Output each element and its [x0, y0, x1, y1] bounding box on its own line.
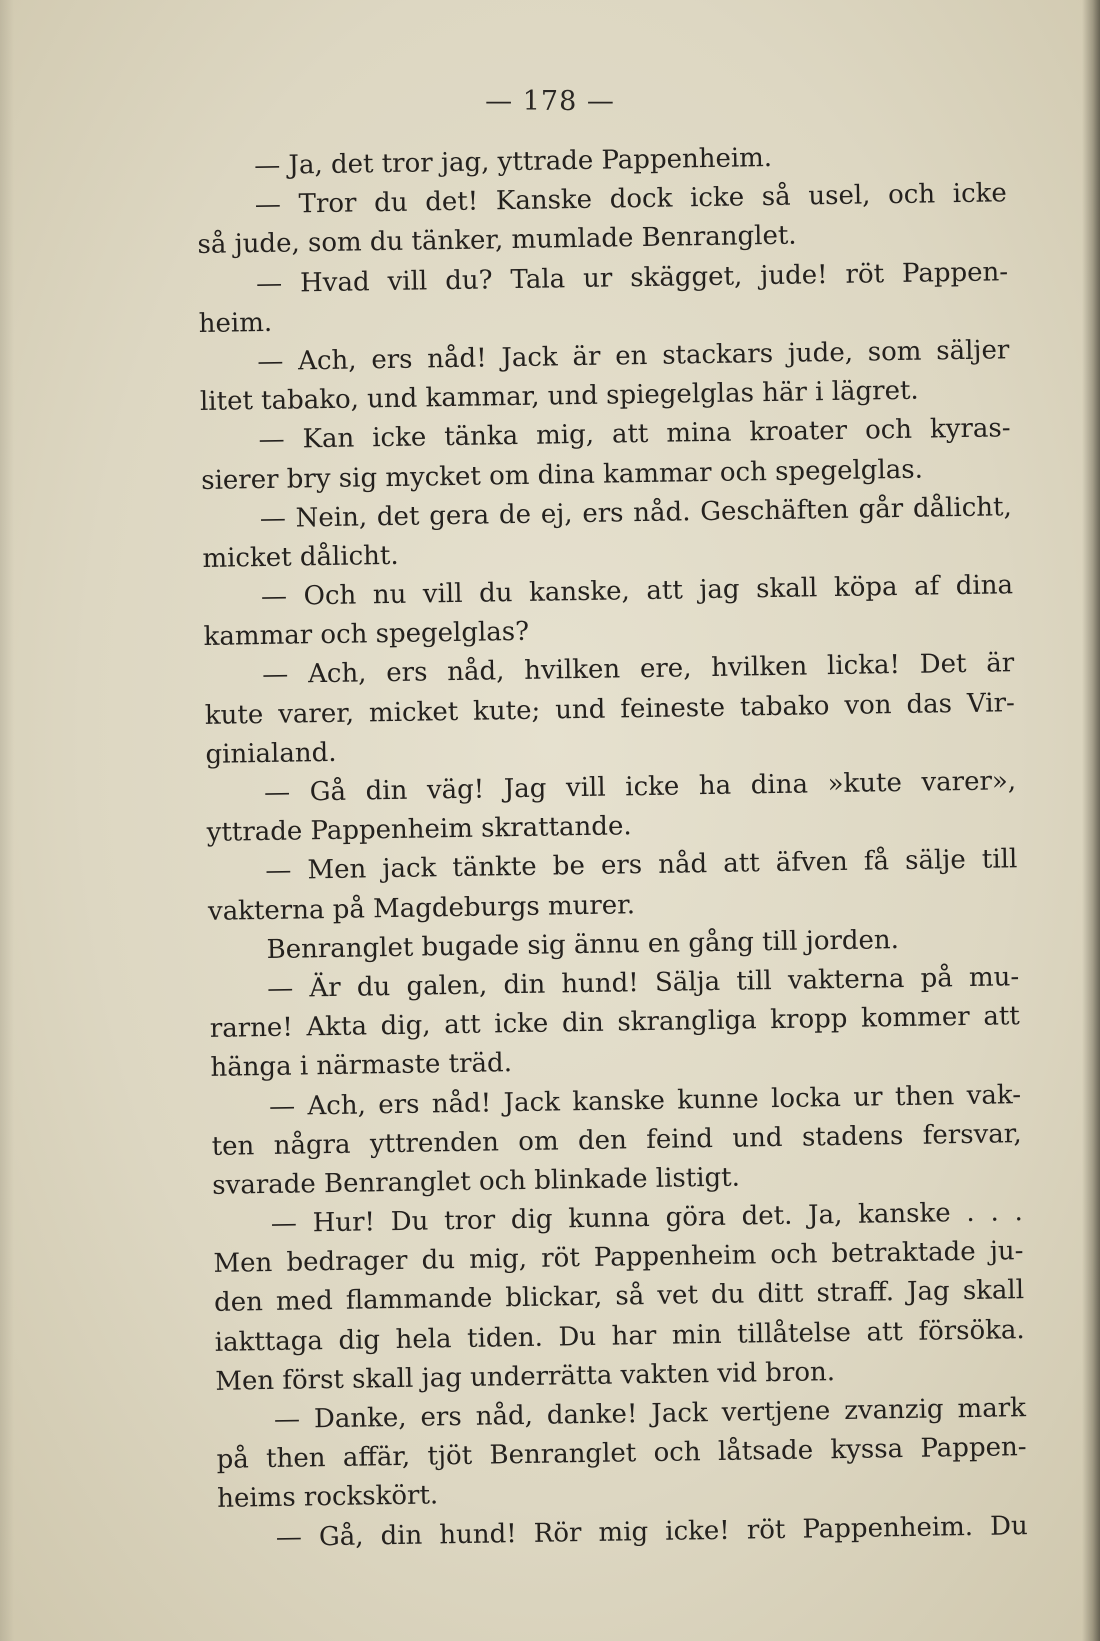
text-line: kute varer, micket kute; und feineste tabako von das Vir- — [204, 687, 1016, 731]
text-line: iakttaga dig hela tiden. Du har min tillåtelse att försöka. — [214, 1314, 1025, 1358]
text-line: — Är du galen, din hund! Sälja till vakterna på mu- — [266, 962, 1020, 1004]
text-line: svarade Benranglet och blinkade listigt. — [212, 1162, 741, 1201]
text-line: ten några yttrenden om den feind und stadens fersvar, — [211, 1118, 1022, 1162]
text-line: så jude, som du tänker, mumlade Benranglet. — [197, 220, 797, 261]
text-line: yttrade Pappenheim skrattande. — [206, 811, 632, 849]
page-right-edge-shadow — [1082, 0, 1100, 1641]
text-line: — Gå din väg! Jag vill icke ha dina »kute varer», — [263, 766, 1017, 809]
text-line: — Kan icke tänka mig, att mina kroater och kyras- — [258, 413, 1011, 456]
text-line: — Gå, din hund! Rör mig icke! röt Pappenheim. Du — [275, 1510, 1028, 1553]
text-line: hänga i närmaste träd. — [210, 1048, 513, 1084]
text-line: vakterna på Magdeburgs murer. — [207, 889, 636, 927]
text-line: — Danke, ers nåd, danke! Jack vertjene zvanzig mark — [273, 1393, 1027, 1435]
page-number: — 178 — — [485, 86, 615, 117]
text-line: på then affär, tjöt Benranglet och låtsade kyssa Pappen- — [216, 1432, 1027, 1476]
body-text — [196, 135, 1028, 1558]
text-line: — Hvad vill du? Tala ur skägget, jude! röt Pappen- — [255, 256, 1009, 299]
page-left-edge-shadow — [0, 0, 14, 1641]
text-line: micket dålicht. — [202, 540, 399, 574]
text-line: — Ach, ers nåd, hvilken ere, hvilken licka! Det är — [262, 648, 1015, 691]
text-line: Men bedrager du mig, röt Pappenheim och betraktade ju- — [213, 1236, 1024, 1280]
text-line: sierer bry sig mycket om dina kammar och spegelglas. — [200, 454, 924, 496]
text-line: — Ach, ers nåd! Jack är en stackars jude, som säljer — [257, 335, 1010, 377]
text-line: heim. — [198, 307, 273, 339]
text-line: Men först skall jag underrätta vakten vid bron. — [215, 1356, 836, 1397]
text-line: heims rockskört. — [216, 1480, 439, 1515]
text-line: — Hur! Du tror dig kunna göra det. Ja, kanske . . . — [270, 1197, 1024, 1240]
text-line: litet tabako, und kammar, und spiegelglas här i lägret. — [199, 375, 919, 418]
text-line: den med flammande blickar, så vet du ditt straff. Jag skall — [213, 1275, 1025, 1319]
text-line: — Nein, det gera de ej, ers nåd. Geschäften går dålicht, — [259, 491, 1012, 534]
text-line: Benranglet bugade sig ännu en gång till jorden. — [266, 924, 900, 965]
text-line: — Ach, ers nåd! Jack kanske kunne locka ur then vak- — [268, 1079, 1022, 1122]
text-line: — Och nu vill du kanske, att jag skall köpa af dina — [260, 570, 1014, 613]
text-line: kammar och spegelglas? — [203, 617, 530, 653]
text-line: ginialand. — [205, 737, 337, 770]
text-line: rarne! Akta dig, att icke din skrangliga kropp kommer att — [209, 1001, 1020, 1045]
text-line: — Men jack tänkte be ers nåd att äfven få sälje till — [265, 844, 1018, 887]
text-line: — Ja, det tror jag, yttrade Pappenheim. — [254, 142, 773, 182]
text-line: — Tror du det! Kanske dock icke så usel, och icke — [254, 178, 1008, 221]
